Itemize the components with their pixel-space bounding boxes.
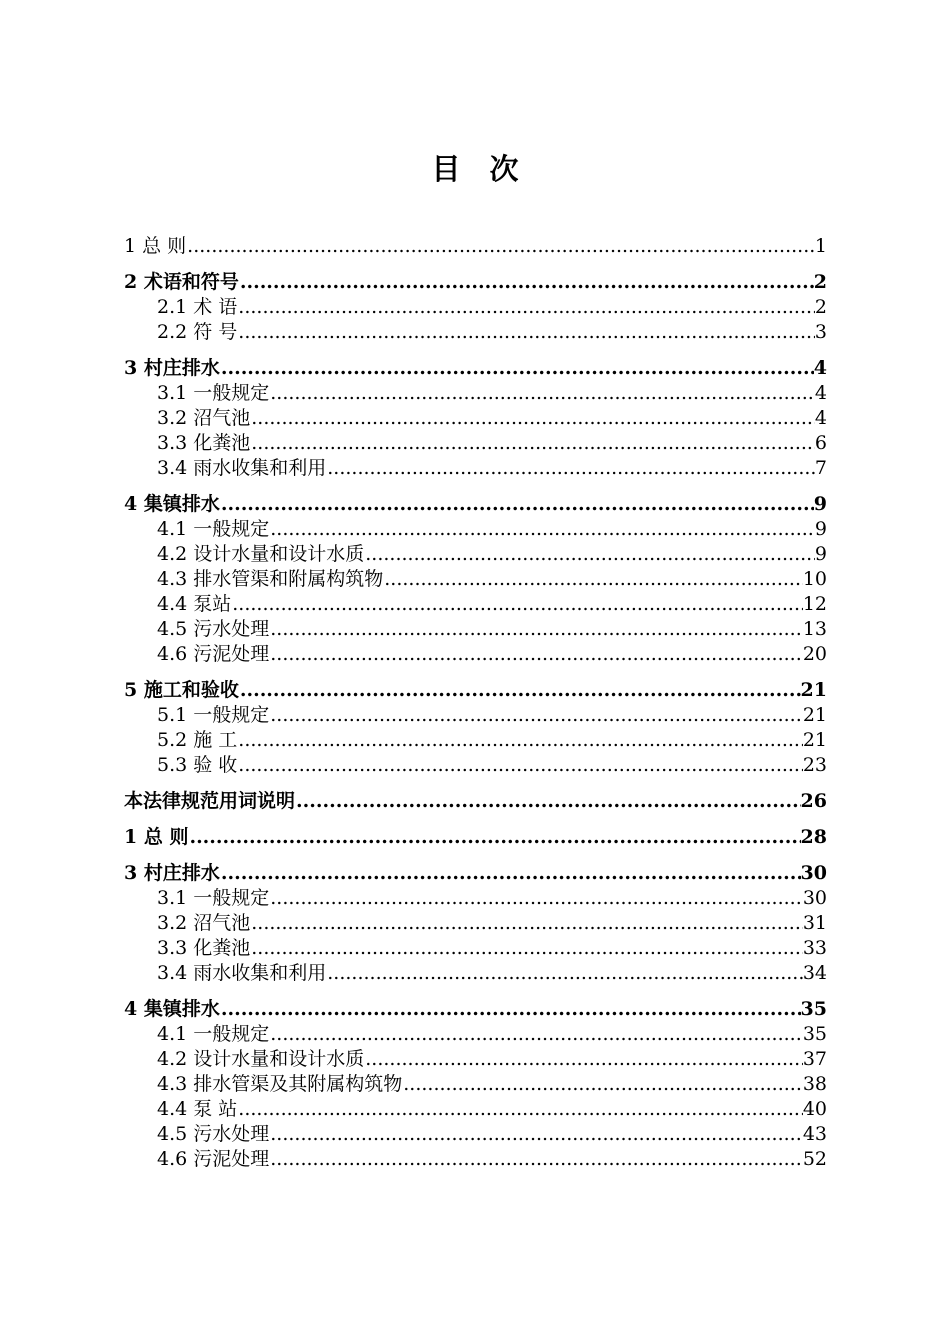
toc-subsection-entry[interactable] (124, 431, 827, 456)
toc-dot-leader (251, 431, 815, 456)
toc-dot-leader (270, 703, 803, 728)
page-title: 目 次 (431, 152, 519, 186)
toc-dot-leader (270, 1022, 803, 1047)
toc-dot-leader (232, 592, 803, 617)
toc-section-entry[interactable] (124, 678, 827, 703)
toc-dot-leader (403, 1072, 803, 1097)
toc-entry-label: 1 总 则 (124, 235, 187, 257)
toc-page-number: 35 (802, 1023, 827, 1045)
toc-section-entry[interactable] (124, 234, 827, 259)
toc-dot-leader (221, 997, 801, 1022)
toc-entry-label: 3.3 化粪池 (157, 432, 251, 454)
toc-entry-label: 4.2 设计水量和设计水质 (157, 1048, 365, 1070)
toc-page-number: 30 (800, 862, 827, 884)
toc-entry-label: 4.5 污水处理 (157, 618, 270, 640)
toc-dot-leader (270, 381, 815, 406)
toc-page-number: 4 (813, 357, 827, 379)
toc-page-number: 28 (800, 826, 827, 848)
toc-entry-label: 3.4 雨水收集和利用 (157, 457, 327, 479)
toc-page-number: 38 (802, 1073, 827, 1095)
toc-entry-label: 4.6 污泥处理 (157, 1148, 270, 1170)
toc-page-number: 7 (814, 457, 827, 479)
toc-subsection-entry[interactable] (124, 728, 827, 753)
toc-entry-label: 3 村庄排水 (124, 862, 220, 884)
toc-dot-leader (270, 1147, 803, 1172)
toc-subsection-entry[interactable] (124, 703, 827, 728)
toc-page-number: 21 (802, 729, 827, 751)
toc-dot-leader (365, 1047, 803, 1072)
toc-entry-label: 3.2 沼气池 (157, 912, 251, 934)
toc-subsection-entry[interactable] (124, 1072, 827, 1097)
toc-section-entry[interactable] (124, 356, 827, 381)
toc-subsection-entry[interactable] (124, 567, 827, 592)
toc-page-number: 21 (800, 679, 827, 701)
toc-subsection-entry[interactable] (124, 936, 827, 961)
toc-subsection-entry[interactable] (124, 753, 827, 778)
toc-entry-label: 3.1 一般规定 (157, 382, 270, 404)
toc-entry-label: 4.1 一般规定 (157, 518, 270, 540)
toc-dot-leader (221, 861, 801, 886)
toc-page-number: 4 (814, 407, 827, 429)
toc-entry-label: 5.1 一般规定 (157, 704, 270, 726)
toc-subsection-entry[interactable] (124, 1097, 827, 1122)
toc-page-number: 21 (802, 704, 827, 726)
toc-subsection-entry[interactable] (124, 911, 827, 936)
toc-page-number: 52 (802, 1148, 827, 1170)
toc-entry-label: 3.4 雨水收集和利用 (157, 962, 327, 984)
toc-entry-label: 4.3 排水管渠和附属构筑物 (157, 568, 384, 590)
toc-entry-label: 4 集镇排水 (124, 998, 220, 1020)
toc-section-entry[interactable] (124, 789, 827, 814)
toc-page-number: 13 (802, 618, 827, 640)
toc-subsection-entry[interactable] (124, 320, 827, 345)
toc-dot-leader (238, 728, 803, 753)
toc-subsection-entry[interactable] (124, 1022, 827, 1047)
toc-dot-leader (365, 542, 815, 567)
toc-dot-leader (251, 911, 803, 936)
toc-entry-label: 4.2 设计水量和设计水质 (157, 543, 365, 565)
toc-entry-label: 5.2 施 工 (157, 729, 238, 751)
toc-page-number: 40 (802, 1098, 827, 1120)
toc-dot-leader (327, 456, 815, 481)
toc-page-number: 34 (802, 962, 827, 984)
toc-entry-label: 5 施工和验收 (124, 679, 239, 701)
toc-dot-leader (296, 789, 801, 814)
toc-subsection-entry[interactable] (124, 617, 827, 642)
toc-section-entry[interactable] (124, 492, 827, 517)
toc-entry-label: 3.1 一般规定 (157, 887, 270, 909)
toc-entry-label: 4.3 排水管渠及其附属构筑物 (157, 1073, 403, 1095)
toc-page-number: 6 (814, 432, 827, 454)
toc-section-entry[interactable] (124, 861, 827, 886)
toc-page-number: 23 (802, 754, 827, 776)
toc-subsection-entry[interactable] (124, 592, 827, 617)
toc-entry-label: 2.1 术 语 (157, 296, 238, 318)
toc-dot-leader (270, 617, 803, 642)
toc-subsection-entry[interactable] (124, 886, 827, 911)
toc-dot-leader (238, 753, 803, 778)
table-of-contents (124, 234, 827, 1172)
toc-entry-label: 1 总 则 (124, 826, 189, 848)
toc-entry-label: 4.4 泵 站 (157, 1098, 238, 1120)
toc-dot-leader (221, 356, 814, 381)
toc-dot-leader (327, 961, 803, 986)
toc-entry-label: 本法律规范用词说明 (124, 790, 296, 812)
toc-section-entry[interactable] (124, 270, 827, 295)
toc-page-number: 3 (814, 321, 827, 343)
toc-dot-leader (384, 567, 803, 592)
toc-page-number: 2 (814, 296, 827, 318)
toc-page-number: 1 (814, 235, 827, 257)
toc-entry-label: 3.3 化粪池 (157, 937, 251, 959)
toc-subsection-entry[interactable] (124, 456, 827, 481)
toc-subsection-entry[interactable] (124, 542, 827, 567)
toc-entry-label: 4 集镇排水 (124, 493, 220, 515)
toc-page-number: 9 (813, 493, 827, 515)
toc-page-number: 12 (802, 593, 827, 615)
toc-subsection-entry[interactable] (124, 406, 827, 431)
toc-dot-leader (270, 517, 815, 542)
toc-dot-leader (238, 1097, 803, 1122)
toc-dot-leader (189, 825, 800, 850)
toc-page-number: 35 (800, 998, 827, 1020)
toc-subsection-entry[interactable] (124, 295, 827, 320)
toc-page-number: 37 (802, 1048, 827, 1070)
toc-entry-label: 4.1 一般规定 (157, 1023, 270, 1045)
toc-entry-label: 2.2 符 号 (157, 321, 238, 343)
toc-page-number: 9 (814, 543, 827, 565)
toc-page-number: 2 (813, 271, 827, 293)
toc-dot-leader (240, 270, 814, 295)
toc-dot-leader (251, 406, 815, 431)
toc-subsection-entry[interactable] (124, 642, 827, 667)
toc-subsection-entry[interactable] (124, 1122, 827, 1147)
toc-subsection-entry[interactable] (124, 1047, 827, 1072)
toc-entry-label: 4.4 泵站 (157, 593, 232, 615)
toc-dot-leader (270, 1122, 803, 1147)
toc-section-entry[interactable] (124, 825, 827, 850)
toc-page-number: 10 (802, 568, 827, 590)
toc-dot-leader (270, 642, 803, 667)
toc-subsection-entry[interactable] (124, 517, 827, 542)
toc-page-number: 33 (802, 937, 827, 959)
toc-dot-leader (238, 320, 815, 345)
toc-dot-leader (270, 886, 803, 911)
toc-entry-label: 4.5 污水处理 (157, 1123, 270, 1145)
toc-entry-label: 5.3 验 收 (157, 754, 238, 776)
toc-page-number: 43 (802, 1123, 827, 1145)
toc-entry-label: 3.2 沼气池 (157, 407, 251, 429)
toc-section-entry[interactable] (124, 997, 827, 1022)
toc-entry-label: 2 术语和符号 (124, 271, 239, 293)
toc-dot-leader (251, 936, 803, 961)
toc-dot-leader (240, 678, 801, 703)
toc-subsection-entry[interactable] (124, 381, 827, 406)
toc-subsection-entry[interactable] (124, 961, 827, 986)
toc-subsection-entry[interactable] (124, 1147, 827, 1172)
toc-page-number: 9 (814, 518, 827, 540)
toc-entry-label: 3 村庄排水 (124, 357, 220, 379)
toc-dot-leader (187, 234, 815, 259)
toc-page-number: 20 (802, 643, 827, 665)
toc-page-number: 4 (814, 382, 827, 404)
toc-entry-label: 4.6 污泥处理 (157, 643, 270, 665)
toc-page-number: 26 (800, 790, 827, 812)
toc-page-number: 30 (802, 887, 827, 909)
toc-dot-leader (221, 492, 814, 517)
toc-dot-leader (238, 295, 815, 320)
toc-page-number: 31 (802, 912, 827, 934)
